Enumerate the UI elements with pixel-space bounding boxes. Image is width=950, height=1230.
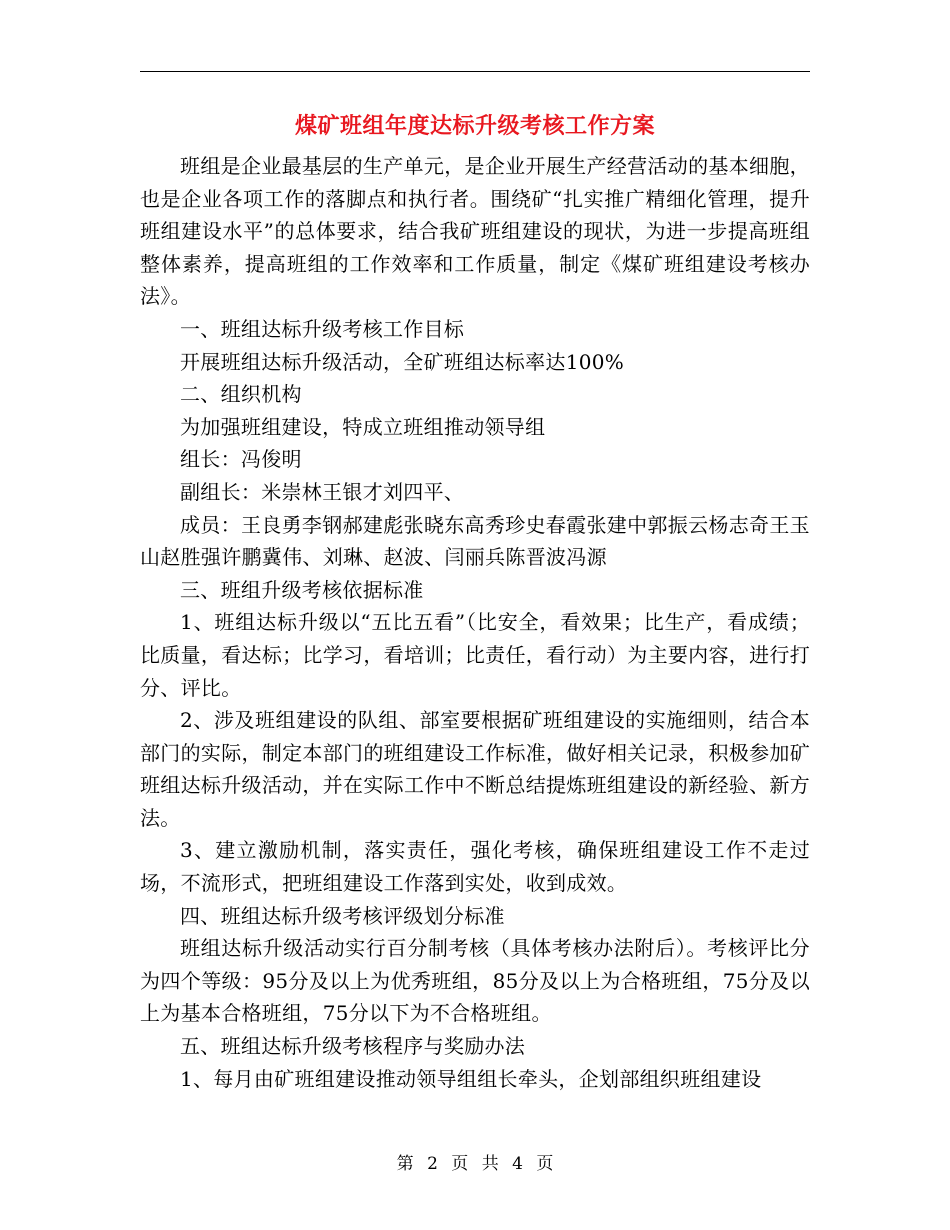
footer-total-pages: 4 xyxy=(512,1154,523,1174)
paragraph-leader: 组长：冯俊明 xyxy=(180,447,302,472)
paragraph-intro: 班组是企业最基层的生产单元，是企业开展生产经营活动的基本细胞，也是企业各项工作的落脚点和执行者。围绕矿“扎实推广精细化管理，提升班组建设水平”的总体要求，结合我矿班组建设的现状，为进一步提高班组整体素养，提高班组的工作效率和工作质量，制定《煤矿班组建设考核办法》。 xyxy=(140,154,810,309)
document-title: 煤矿班组年度达标升级考核工作方案 xyxy=(294,113,655,139)
paragraph-standard-2: 2、涉及班组建设的队组、部室要根据矿班组建设的实施细则，结合本部门的实际，制定本部门的班组建设工作标准，做好相关记录，积极参加矿班组达标升级活动，并在实际工作中不断总结提炼班组建设的新经验、新方法。 xyxy=(140,708,810,830)
paragraph-grading: 班组达标升级活动实行百分制考核（具体考核办法附后）。考核评比分为四个等级：95分及以上为优秀班组，85分及以上为合格班组，75分及以上为基本合格班组，75分以下为不合格班组。 xyxy=(140,936,810,1026)
footer-page-number: 2 xyxy=(427,1154,438,1174)
heading-section-5: 五、班组达标升级考核程序与奖励办法 xyxy=(180,1034,526,1059)
footer-suffix: 页 xyxy=(536,1154,554,1174)
paragraph-deputy-leaders: 副组长：米崇林王银才刘四平、 xyxy=(180,479,465,504)
paragraph-standard-1: 1、班组达标升级以“五比五看”（比安全，看效果；比生产，看成绩；比质量，看达标；比学习，看培训；比责任，看行动）为主要内容，进行打分、评比。 xyxy=(140,610,810,700)
paragraph-standard-3: 3、建立激励机制，落实责任，强化考核，确保班组建设工作不走过场，不流形式，把班组建设工作落到实处，收到成效。 xyxy=(140,838,810,896)
paragraph-procedure-1: 1、每月由矿班组建设推动领导组组长牵头，企划部组织班组建设 xyxy=(180,1066,762,1091)
footer-prefix: 第 xyxy=(396,1154,414,1174)
footer-total-word: 共 xyxy=(481,1154,499,1174)
heading-section-4: 四、班组达标升级考核评级划分标准 xyxy=(180,903,505,928)
header-rule xyxy=(140,71,810,72)
paragraph-organization: 为加强班组建设，特成立班组推动领导组 xyxy=(180,414,546,439)
heading-section-2: 二、组织机构 xyxy=(180,382,302,407)
document-body xyxy=(140,150,810,1095)
page-footer xyxy=(0,1152,950,1176)
paragraph-goal: 开展班组达标升级活动，全矿班组达标率达100% xyxy=(180,349,625,374)
heading-section-3: 三、班组升级考核依据标准 xyxy=(180,577,424,602)
footer-page-word: 页 xyxy=(451,1154,469,1174)
paragraph-members: 成员：王良勇李钢郝建彪张晓东高秀珍史春霞张建中郭振云杨志奇王玉山赵胜强许鹏冀伟、刘琳、赵波、闫丽兵陈晋波冯源 xyxy=(140,512,810,570)
heading-section-1: 一、班组达标升级考核工作目标 xyxy=(180,316,465,341)
